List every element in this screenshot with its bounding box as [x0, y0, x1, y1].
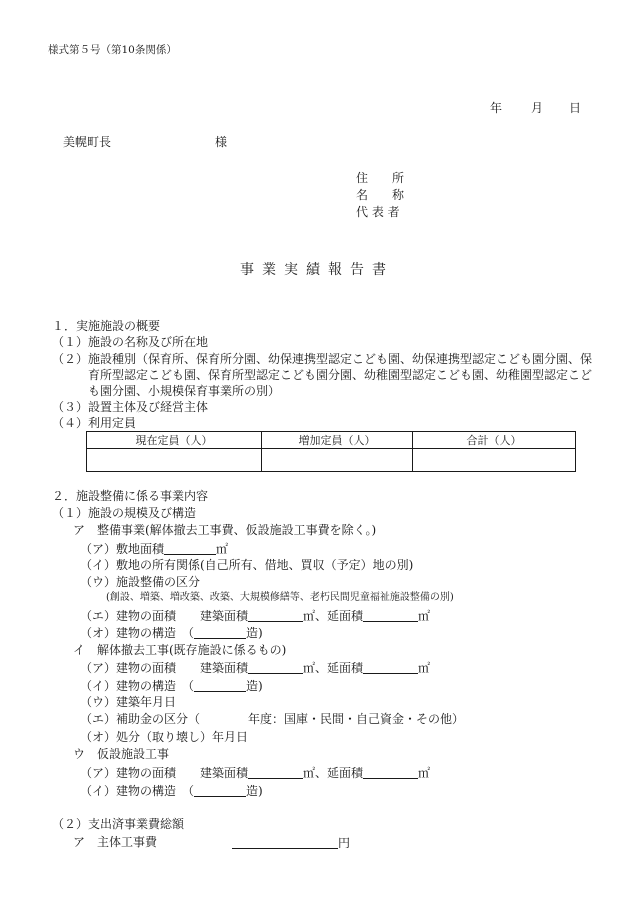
- sqm-unit: ㎡: [303, 661, 316, 675]
- structure-field[interactable]: [194, 626, 246, 639]
- item-a1-label: （ア）敷地面積: [80, 542, 165, 556]
- item-a3-note: (創設、増築、増改築、改築、大規模修繕等、老朽民間児童福祉施設整備の別): [106, 592, 454, 603]
- item-c2-label: （イ）建物の構造 （: [80, 784, 195, 798]
- main-cost-field[interactable]: [232, 836, 338, 849]
- section1-item2-line3: も園分園、小規模保育事業所の別）: [88, 384, 281, 398]
- structure-suffix: 造): [246, 626, 263, 640]
- building-area-field[interactable]: [248, 661, 303, 674]
- building-area-field[interactable]: [248, 766, 303, 779]
- capacity-table: [86, 431, 576, 472]
- addressee-honorific: 様: [215, 135, 228, 149]
- sqm-unit: ㎡: [303, 766, 316, 780]
- floor-area-label: 、延面積: [315, 609, 364, 623]
- item-b-heading: イ 解体撤去工事(既存施設に係るもの): [73, 643, 287, 657]
- item-b3-build-date: （ウ）建築年月日: [80, 695, 177, 709]
- item-a5-label: （オ）建物の構造 （: [80, 626, 195, 640]
- floor-area-label: 、延面積: [315, 766, 364, 780]
- form-number: 様式第５号（第10条関係）: [48, 44, 177, 56]
- item-c1-building-area: [80, 766, 430, 779]
- table-header-total: 合計（人）: [413, 432, 576, 449]
- item-b2-label: （イ）建物の構造 （: [80, 679, 195, 693]
- table-header-current: 現在定員（人）: [87, 432, 262, 449]
- item-a3-category: （ウ）施設整備の区分: [80, 575, 201, 589]
- sqm-unit: ㎡: [216, 542, 229, 556]
- section2-sub2: （２）支出済事業費総額: [52, 817, 185, 831]
- item-b2-structure: [80, 679, 263, 692]
- site-area-field[interactable]: [164, 542, 216, 555]
- item-b5-disposal-date: （オ）処分（取り壊し）年月日: [80, 730, 249, 744]
- item-c2-structure: [80, 784, 263, 797]
- section1-item1: （１）施設の名称及び所在地: [52, 335, 209, 349]
- sqm-unit: ㎡: [418, 609, 431, 623]
- table-header-increase: 増加定員（人）: [262, 432, 413, 449]
- applicant-representative-label: 代 表 者: [356, 205, 400, 219]
- item-a4-label: （エ）建物の面積 建築面積: [80, 609, 249, 623]
- item-d1-main-cost-label: ア 主体工事費: [73, 835, 158, 849]
- item-b1-label: （ア）建物の面積 建築面積: [80, 661, 249, 675]
- structure-field[interactable]: [194, 679, 246, 692]
- structure-suffix: 造): [246, 784, 263, 798]
- floor-area-field[interactable]: [363, 661, 418, 674]
- table-cell-increase[interactable]: [262, 449, 413, 472]
- floor-area-field[interactable]: [363, 766, 418, 779]
- item-c-heading: ウ 仮設施設工事: [73, 747, 170, 761]
- building-area-field[interactable]: [248, 609, 303, 622]
- section1-item3: （３）設置主体及び経営主体: [52, 400, 209, 414]
- floor-area-field[interactable]: [363, 609, 418, 622]
- main-cost-amount: [232, 836, 350, 849]
- floor-area-label: 、延面積: [315, 661, 364, 675]
- sqm-unit: ㎡: [303, 609, 316, 623]
- item-c1-label: （ア）建物の面積 建築面積: [80, 766, 249, 780]
- sqm-unit: ㎡: [418, 766, 431, 780]
- date-day: 日: [569, 101, 582, 115]
- item-a4-building-area: [80, 609, 430, 622]
- table-cell-current[interactable]: [87, 449, 262, 472]
- item-a2-ownership: （イ）敷地の所有関係(自己所有、借地、買収（予定）地の別): [80, 558, 414, 572]
- applicant-address-label: 住 所: [356, 171, 405, 185]
- document-title: 事業実績報告書: [240, 262, 394, 278]
- applicant-name-label: 名 称: [356, 188, 405, 202]
- table-cell-total[interactable]: [413, 449, 576, 472]
- addressee-name: 美幌町長: [63, 135, 112, 149]
- section1-item4: （４）利用定員: [52, 416, 137, 430]
- item-a1-site-area: [80, 542, 228, 555]
- date-month: 月: [531, 101, 544, 115]
- yen-unit: 円: [338, 836, 351, 850]
- section1-item2-line2: 育所型認定こども園、保育所型認定こども園分園、幼稚園型認定こども園、幼稚園型認定こど: [88, 368, 593, 382]
- section2-heading: ２．施設整備に係る事業内容: [52, 489, 209, 503]
- item-b4-subsidy: （エ）補助金の区分（ 年度：国庫・民間・自己資金・その他）: [80, 712, 465, 726]
- item-a-heading: ア 整備事業(解体撤去工事費、仮設施設工事費を除く。): [73, 523, 377, 537]
- structure-field[interactable]: [194, 784, 246, 797]
- item-a5-structure: [80, 626, 263, 639]
- sqm-unit: ㎡: [418, 661, 431, 675]
- date-year: 年: [490, 101, 503, 115]
- item-b1-building-area: [80, 661, 430, 674]
- section1-item2-line1: （２）施設種別（保育所、保育所分園、幼保連携型認定こども園、幼保連携型認定こども園分園、保: [52, 352, 593, 366]
- section1-heading: １．実施施設の概要: [52, 319, 161, 333]
- section2-sub1: （１）施設の規模及び構造: [52, 506, 197, 520]
- structure-suffix: 造): [246, 679, 263, 693]
